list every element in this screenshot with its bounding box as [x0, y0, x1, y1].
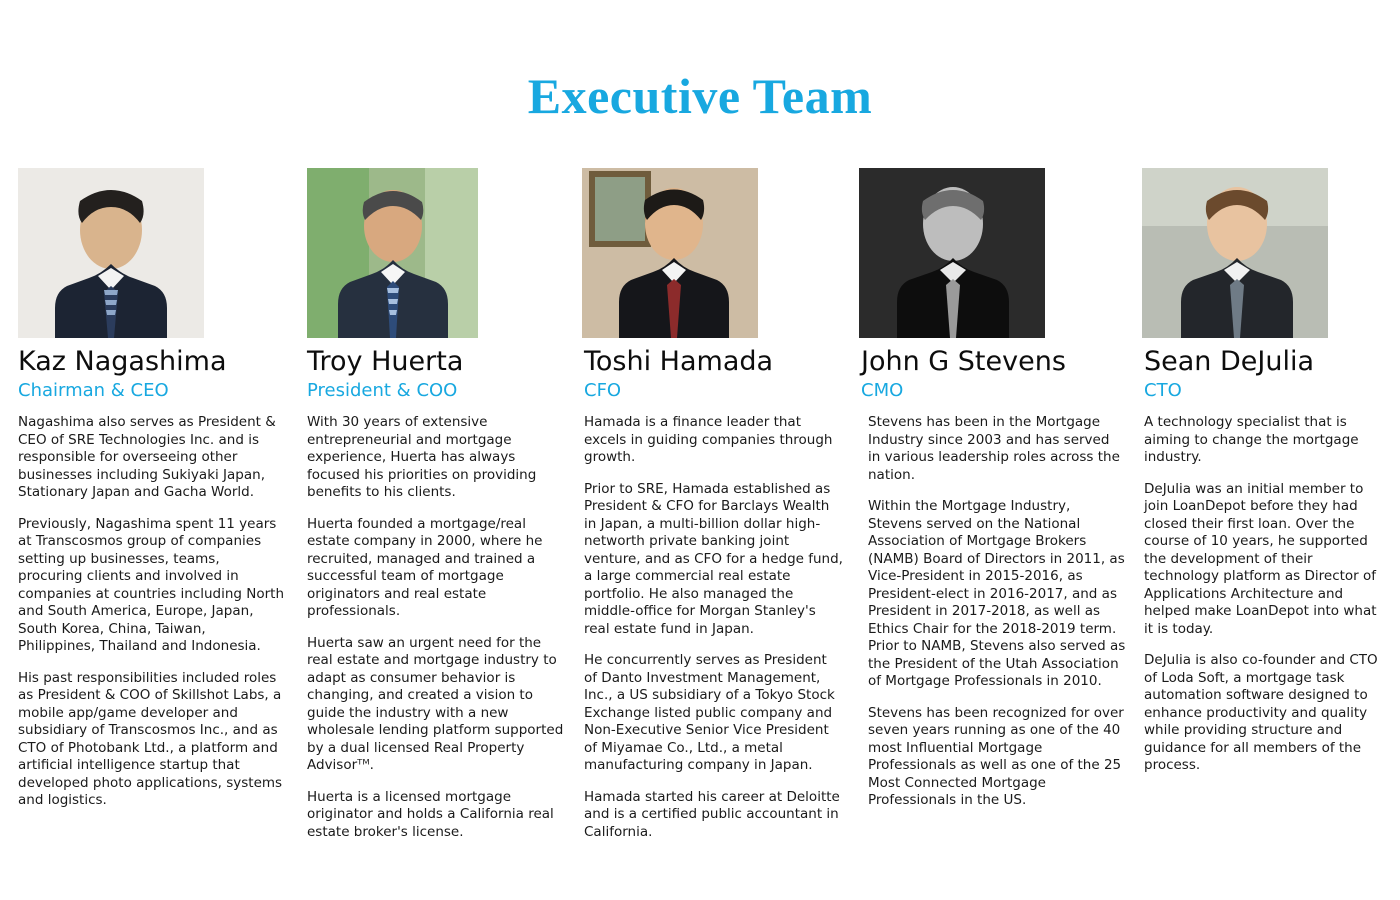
- page-title: Executive Team: [527, 68, 873, 124]
- person-role: Chairman & CEO: [18, 380, 169, 401]
- person-name: Kaz Nagashima: [18, 346, 227, 377]
- bio-paragraph: Huerta saw an urgent need for the real estate and mortgage industry to adapt as consumer behavior is changing, and created a vision to guide the industry with a new wholesale lending platform supported by a dual licensed Real Property Advisorᵀᴹ.: [307, 634, 564, 773]
- bio-paragraph: DeJulia is also co-founder and CTO of Loda Soft, a mortgage task automation software designed to enhance productivity and quality while providing structure and guidance for all members of the process.: [1144, 652, 1378, 773]
- person-role: President & COO: [307, 380, 458, 401]
- bio-paragraph: Huerta founded a mortgage/real estate company in 2000, where he recruited, managed and trained a successful team of mortgage originators and real estate professionals.: [307, 515, 543, 619]
- person-role: CMO: [861, 380, 904, 401]
- executive-card: [303, 168, 582, 841]
- person-name: Troy Huerta: [307, 346, 464, 377]
- bio-paragraph: Stevens has been in the Mortgage Industry since 2003 and has served in various leadership roles across the nation.: [868, 414, 1120, 483]
- executive-card: [859, 168, 1142, 810]
- bio-paragraph: Prior to SRE, Hamada established as President & CFO for Barclays Wealth in Japan, a multi-billion dollar high-networth private banking joint venture, and as CFO for a hedge fund, a large commercial real estate portfolio. He also managed the middle-office for Morgan Stanley's real estate fund in Japan.: [584, 480, 843, 637]
- executive-card: [1142, 168, 1390, 775]
- bio-paragraph: Huerta is a licensed mortgage originator and holds a California real estate broker's license.: [307, 788, 554, 840]
- person-role: CTO: [1144, 380, 1182, 401]
- person-bio: [18, 414, 287, 810]
- bio-paragraph: Stevens has been recognized for over seven years running as one of the 40 most Influential Mortgage Professionals as well as one of the 25 Most Connected Mortgage Professionals in the US.: [868, 704, 1124, 808]
- bio-paragraph: Hamada is a finance leader that excels in guiding companies through growth.: [584, 414, 833, 465]
- bio-paragraph: Hamada started his career at Deloitte and is a certified public accountant in California.: [584, 788, 840, 840]
- bio-paragraph: Previously, Nagashima spent 11 years at Transcosmos group of companies setting up businesses, teams, procuring clients and involved in companies at countries including North and South America, Europe, Japan, South Korea, China, Taiwan, Philippines, Thailand and Indonesia.: [18, 515, 285, 654]
- person-role: CFO: [584, 380, 622, 401]
- bio-paragraph: With 30 years of extensive entrepreneurial and mortgage experience, Huerta has always focused his priorities on providing benefits to his clients.: [307, 414, 537, 500]
- portrait-kaz-nagashima: [18, 168, 204, 338]
- person-bio: [868, 414, 1126, 810]
- portrait-toshi-hamada: [582, 168, 768, 338]
- bio-paragraph: Nagashima also serves as President & CEO of SRE Technologies Inc. and is responsible for overseeing other businesses including Sukiyaki Japan, Stationary Japan and Gacha World.: [18, 414, 276, 500]
- portrait-john-g-stevens: [859, 168, 1045, 338]
- person-name: Toshi Hamada: [584, 346, 774, 377]
- executive-columns: [18, 168, 1390, 841]
- person-bio: [584, 414, 843, 841]
- bio-paragraph: He concurrently serves as President of Danto Investment Management, Inc., a US subsidiary of a Tokyo Stock Exchange listed public company and Non-Executive Senior Vice President of Miyamae Co., Ltd., a metal manufacturing company in Japan.: [584, 652, 835, 773]
- person-bio: [1144, 414, 1384, 775]
- bio-paragraph: Within the Mortgage Industry, Stevens served on the National Association of Mortgage Brokers (NAMB) Board of Directors in 2011, as Vice-President in 2015-2016, as President-elect in 2016-2017, and as President in 2017-2018, as well as Ethics Chair for the 2018-2019 term. Prior to NAMB, Stevens also served as the President of the Utah Association of Mortgage Professionals in 2010.: [868, 498, 1126, 689]
- executive-card: [18, 168, 303, 810]
- person-name: Sean DeJulia: [1144, 346, 1315, 377]
- bio-paragraph: DeJulia was an initial member to join LoanDepot before they had closed their first loan. Over the course of 10 years, he supported the development of their technology platform as Director of Applications Architecture and helped make LoanDepot into what it is today.: [1144, 480, 1377, 637]
- executive-card: [582, 168, 859, 841]
- portrait-sean-dejulia: [1142, 168, 1328, 338]
- bio-paragraph: His past responsibilities included roles as President & COO of Skillshot Labs, a mobile app/game developer and subsidiary of Transcosmos Inc., and as CTO of Photobank Ltd., a platform and artificial intelligence startup that developed photo applications, systems and logistics.: [18, 669, 283, 808]
- bio-paragraph: A technology specialist that is aiming to change the mortgage industry.: [1144, 414, 1359, 465]
- person-name: John G Stevens: [861, 346, 1066, 377]
- person-bio: [307, 414, 566, 841]
- portrait-troy-huerta: [307, 168, 493, 338]
